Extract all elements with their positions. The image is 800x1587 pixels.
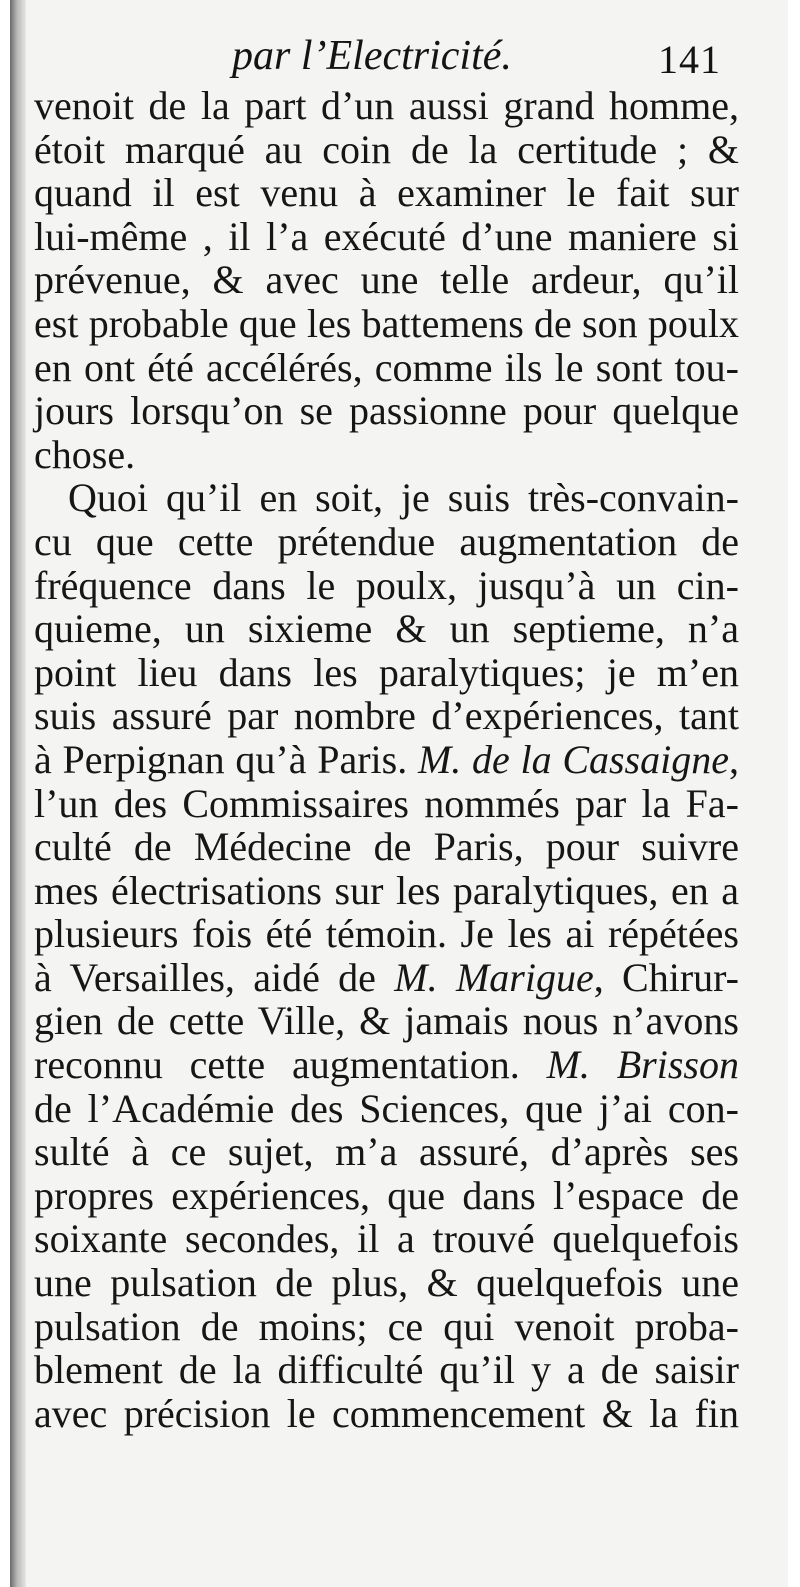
text-line: l’un des Commissaires nommés par la Fa- — [34, 780, 739, 826]
book-page — [10, 0, 788, 1587]
text-line: gien de cette Ville, & jamais nous n’avons — [34, 998, 739, 1044]
text-line: reconnu cette augmentation. M. Brisson — [34, 1042, 739, 1088]
text-line: suis assuré par nombre d’expériences, tant — [34, 693, 739, 739]
text-line: en ont été accélérés, comme ils le sont tou- — [34, 344, 739, 390]
text-line: cu que cette prétendue augmentation de — [34, 518, 739, 564]
text-line: blement de la difficulté qu’il y a de saisir — [34, 1347, 739, 1393]
text-line: avec précision le commencement & la fin — [34, 1390, 739, 1436]
text-line: à Versailles, aidé de M. Marigue, Chirur- — [34, 954, 739, 1000]
text-line: étoit marqué au coin de la certitude ; & — [34, 126, 739, 172]
text-line: sulté à ce sujet, m’a assuré, d’après ses — [34, 1129, 739, 1175]
text-line: de l’Académie des Sciences, que j’ai con- — [34, 1085, 739, 1131]
text-line: pulsation de moins; ce qui venoit proba- — [34, 1303, 739, 1349]
body-text — [34, 84, 739, 1435]
page-header — [10, 30, 788, 82]
text-line: lui-même , il l’a exécuté d’une maniere si — [34, 213, 739, 259]
text-line: quieme, un sixieme & un septieme, n’a — [34, 606, 739, 652]
text-line: venoit de la part d’un aussi grand homme, — [34, 83, 739, 128]
paragraph-first-line: Quoi qu’il en soit, je suis très-convain- — [68, 475, 739, 521]
text-line: fréquence dans le poulx, jusqu’à un cin- — [34, 562, 739, 608]
text-line: mes électrisations sur les paralytiques, en a — [34, 867, 739, 913]
person-name: M. Marigue — [394, 954, 594, 1000]
text-line: soixante secondes, il a trouvé quelquefois — [34, 1216, 739, 1262]
text-line: point lieu dans les paralytiques; je m’en — [34, 649, 739, 695]
text-line: plusieurs fois été témoin. Je les ai répétées — [34, 911, 739, 957]
text-line: une pulsation de plus, & quelquefois une — [34, 1260, 739, 1306]
page-number: 141 — [658, 37, 721, 82]
text-line: à Perpignan qu’à Paris. M. de la Cassaigne, — [34, 736, 739, 782]
person-name: M. de la Cassaigne — [417, 736, 729, 782]
text-line: prévenue, & avec une telle ardeur, qu’il — [34, 257, 739, 303]
text-line: propres expériences, que dans l’espace de — [34, 1172, 739, 1218]
text-line: chose. — [34, 431, 136, 477]
text-line: est probable que les battemens de son poulx — [34, 300, 739, 346]
text-line: culté de Médecine de Paris, pour suivre — [34, 824, 739, 870]
person-name: M. Brisson — [546, 1042, 739, 1088]
text-line: jours lorsqu’on se passionne pour quelque — [34, 388, 739, 434]
running-title: par l’Electricité. — [232, 33, 512, 79]
page-gutter-shadow — [10, 0, 26, 1587]
text-line: quand il est venu à examiner le fait sur — [34, 170, 739, 216]
